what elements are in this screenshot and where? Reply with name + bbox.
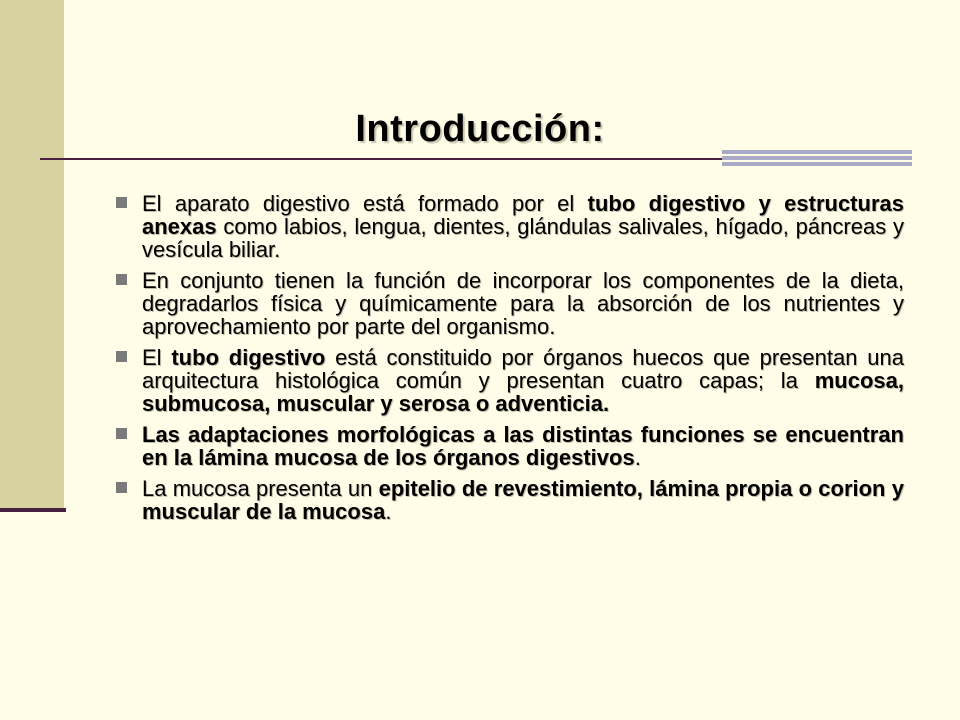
text-segment: . [634,445,641,470]
bullet-text [142,268,904,339]
text-segment: como labios, lengua, dientes, glándulas salivales, hígado, páncreas y vesícula biliar. [142,214,904,262]
bullet-list [116,192,904,531]
bullet-text [142,345,904,416]
title-accent [722,150,912,166]
bullet-item [116,192,904,261]
bold-segment: Las adaptaciones morfológicas a las distintas funciones se encuentran en la lámina mucosa de los órganos digestivos [142,422,904,470]
bullet-text [142,476,904,524]
text-segment: El [142,345,172,370]
side-band [0,0,64,512]
bold-segment: tubo digestivo [171,345,326,370]
text-segment: El aparato digestivo está formado por el [142,191,588,216]
bold-segment: tubo digestivo y estructuras anexas [142,191,904,239]
text-segment: En conjunto tienen la función de incorporar los componentes de la dieta, degradarlos física y químicamente para la absorción de los nutrientes y aprovechamiento por parte del organismo. [142,268,904,339]
text-segment: La mucosa presenta un [142,476,379,501]
bullet-item [116,423,904,469]
square-bullet-icon [116,428,127,439]
bullet-text [142,191,904,262]
bullet-item [116,477,904,523]
square-bullet-icon [116,197,127,208]
bold-segment: mucosa, submucosa, muscular y serosa o adventicia. [142,368,904,416]
bullet-item [116,269,904,338]
square-bullet-icon [116,351,127,362]
text-segment: está constituido por órganos huecos que presentan una arquitectura histológica común y presentan cuatro capas; la [142,345,904,393]
bullet-text [142,422,904,470]
slide-title: Introducción: [355,108,605,150]
text-segment: . [385,499,392,524]
square-bullet-icon [116,274,127,285]
bullet-item [116,346,904,415]
side-band-rule [0,508,66,512]
bold-segment: epitelio de revestimiento, lámina propia o corion y muscular de la mucosa [142,476,904,524]
square-bullet-icon [116,482,127,493]
